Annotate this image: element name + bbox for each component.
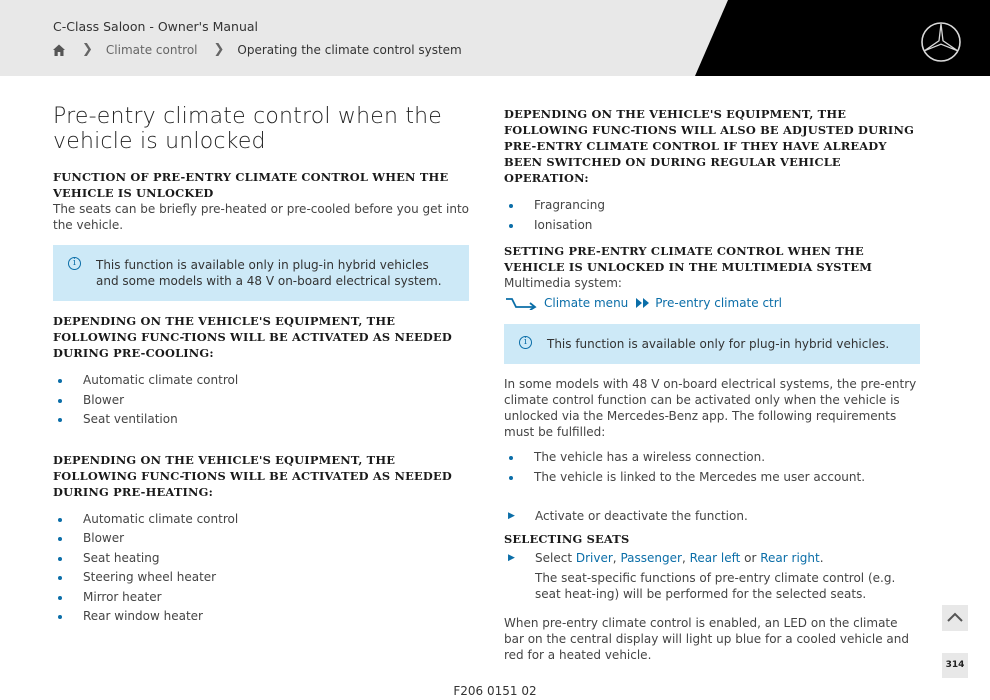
- scroll-to-top-button[interactable]: [942, 605, 968, 631]
- info-box-plugin: [504, 324, 920, 364]
- list-item: Fragrancing: [504, 196, 920, 216]
- select-prefix: Select: [535, 551, 573, 565]
- separator: or: [744, 551, 757, 565]
- info-icon: i: [519, 336, 532, 349]
- adjusted-functions-list: [504, 196, 920, 235]
- chevron-right-icon: ❯: [213, 42, 225, 57]
- list-item: Automatic climate control: [53, 510, 469, 530]
- seat-option-rear-left[interactable]: Rear left: [689, 551, 741, 565]
- chevron-up-icon: [942, 605, 968, 631]
- step-arrow-icon: ▶: [508, 511, 515, 521]
- list-item: Ionisation: [504, 216, 920, 236]
- info-text: This function is available only for plug-in hybrid vehicles.: [547, 337, 890, 351]
- setting-heading: SETTING PRE-ENTRY CLIMATE CONTROL WHEN THE VEHICLE IS UNLOCKED IN THE MULTIMEDIA SYSTEM: [504, 244, 873, 274]
- menu-item-pre-entry[interactable]: Pre-entry climate ctrl: [655, 296, 783, 310]
- list-item: Seat ventilation: [53, 410, 469, 430]
- list-item: Rear window heater: [53, 607, 469, 627]
- manual-title: C-Class Saloon - Owner's Manual: [53, 19, 258, 34]
- separator: ,: [681, 551, 686, 565]
- left-column: [53, 104, 469, 627]
- requirements-text: In some models with 48 V on-board electrical systems, the pre-entry climate control function can be activated only when the vehicle is unlocked via the Mercedes-Benz app. The following requirements must be fulfilled:: [504, 377, 917, 439]
- requirements-list: [504, 448, 920, 487]
- menu-item-climate[interactable]: Climate menu: [544, 296, 629, 310]
- info-box-availability: [53, 245, 469, 301]
- list-item: Blower: [53, 391, 469, 411]
- breadcrumb: [52, 42, 462, 57]
- page-number: 314: [942, 653, 968, 678]
- led-text: When pre-entry climate control is enabled, an LED on the climate bar on the central display will light up blue for a cooled vehicle and red for a heated vehicle.: [504, 616, 910, 662]
- list-item: The vehicle is linked to the Mercedes me user account.: [504, 468, 920, 488]
- separator: .: [819, 551, 824, 565]
- seat-option-rear-right[interactable]: Rear right: [760, 551, 820, 565]
- pre-heating-list: [53, 510, 469, 627]
- info-icon: i: [68, 257, 81, 270]
- function-heading: FUNCTION OF PRE-ENTRY CLIMATE CONTROL WHEN THE VEHICLE IS UNLOCKED: [53, 170, 449, 200]
- pre-cooling-list: [53, 371, 469, 430]
- list-item: Blower: [53, 529, 469, 549]
- list-item: Seat heating: [53, 549, 469, 569]
- double-chevron-icon: [635, 297, 651, 309]
- mercedes-star-logo: [920, 21, 962, 63]
- seat-option-driver[interactable]: Driver: [575, 551, 613, 565]
- list-item: Automatic climate control: [53, 371, 469, 391]
- step-arrow-icon: ▶: [508, 553, 515, 563]
- pre-cooling-heading: DEPENDING ON THE VEHICLE'S EQUIPMENT, THE FOLLOWING FUNC-TIONS WILL BE ACTIVATED AS NEEDED DURING PRE-COOLING:: [53, 314, 452, 360]
- list-item: The vehicle has a wireless connection.: [504, 448, 920, 468]
- info-text: This function is available only in plug-in hybrid vehicles and some models with a 48 V on-board electrical system.: [96, 258, 442, 288]
- multimedia-label: Multimedia system:: [504, 276, 622, 290]
- menu-path-arrow-icon: [504, 296, 538, 310]
- function-text: The seats can be briefly pre-heated or pre-cooled before you get into the vehicle.: [53, 202, 470, 232]
- menu-path: [504, 295, 920, 311]
- separator: ,: [612, 551, 617, 565]
- home-icon[interactable]: [52, 43, 66, 57]
- right-column: [504, 106, 920, 663]
- activate-text: Activate or deactivate the function.: [535, 509, 748, 523]
- breadcrumb-item-climate-control[interactable]: Climate control: [105, 42, 198, 57]
- list-item: Mirror heater: [53, 588, 469, 608]
- seat-option-passenger[interactable]: Passenger: [620, 551, 682, 565]
- select-seats-step: [504, 550, 920, 566]
- selecting-seats-heading: SELECTING SEATS: [504, 532, 630, 546]
- pre-heating-heading: DEPENDING ON THE VEHICLE'S EQUIPMENT, THE FOLLOWING FUNC-TIONS WILL BE ACTIVATED AS NEEDED DURING PRE-HEATING:: [53, 452, 452, 499]
- chevron-right-icon: ❯: [82, 42, 93, 57]
- seat-result-text: The seat-specific functions of pre-entry climate control (e.g. seat heat-ing) will be performed for the selected seats.: [535, 571, 896, 601]
- adjusted-functions-heading: DEPENDING ON THE VEHICLE'S EQUIPMENT, THE FOLLOWING FUNC-TIONS WILL ALSO BE ADJUSTED DURING PRE-ENTRY CLIMATE CONTROL IF THEY HAVE ALREADY BEEN SWITCHED ON DURING REGULAR VEHICLE OPERATION:: [504, 107, 914, 185]
- list-item: Steering wheel heater: [53, 568, 469, 588]
- breadcrumb-item-current: Operating the climate control system: [237, 42, 462, 57]
- page-title: Pre-entry climate control when the vehicle is unlocked: [53, 104, 443, 154]
- footer-code: F206 0151 02: [453, 684, 537, 698]
- activate-step: [504, 508, 920, 524]
